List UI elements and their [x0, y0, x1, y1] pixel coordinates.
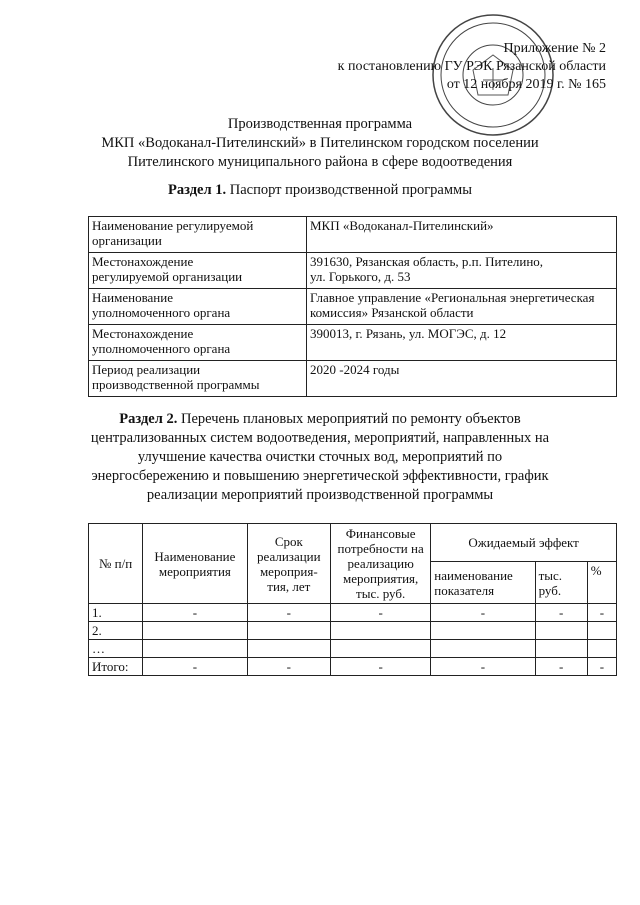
row-cell: -: [331, 658, 431, 676]
appendix-date: от 12 ноября 2019 г. № 165: [446, 77, 606, 92]
section1-heading: [0, 181, 640, 200]
section2-title-line-1: Перечень плановых мероприятий по ремонту объектов: [177, 411, 521, 427]
row-cell: -: [331, 604, 431, 622]
header-measure-name: Наименование мероприятия: [143, 524, 247, 604]
section2-heading: [0, 410, 640, 505]
row-cell: -: [143, 604, 247, 622]
table-row: [89, 640, 617, 658]
passport-value: МКП «Водоканал-Пителинский»: [307, 217, 617, 253]
row-number: Итого:: [89, 658, 143, 676]
row-cell: -: [587, 658, 616, 676]
row-cell: -: [535, 604, 587, 622]
row-number: 2.: [89, 622, 143, 640]
row-cell: -: [431, 604, 535, 622]
row-cell: [247, 640, 330, 658]
passport-label: Наименование регулируемой организации: [89, 217, 307, 253]
header-term: Срок реализации мероприя- тия, лет: [247, 524, 330, 604]
row-cell: [143, 622, 247, 640]
passport-label: Местонахождение регулируемой организации: [89, 253, 307, 289]
header-thousand-rub: тыс. руб.: [535, 562, 587, 604]
table-row: [89, 604, 617, 622]
section1-number: Раздел 1.: [168, 182, 227, 198]
header-expected-effect: Ожидаемый эффект: [431, 524, 617, 562]
passport-label: Период реализации производственной программы: [89, 361, 307, 397]
appendix-number: Приложение № 2: [503, 41, 606, 56]
title-line-1: Производственная программа: [227, 116, 413, 132]
passport-value: Главное управление «Региональная энергетическая комиссия» Рязанской области: [307, 289, 617, 325]
header-indicator: наименование показателя: [431, 562, 535, 604]
appendix-header: [338, 40, 606, 94]
passport-label: Наименование уполномоченного органа: [89, 289, 307, 325]
passport-row: [89, 289, 617, 325]
document-title: [0, 115, 640, 172]
row-cell: [535, 622, 587, 640]
title-line-3: Пителинского муниципального района в сфере водоотведения: [127, 154, 513, 170]
row-cell: [587, 622, 616, 640]
passport-value: 2020 -2024 годы: [307, 361, 617, 397]
row-cell: [331, 622, 431, 640]
header-number: № п/п: [89, 524, 143, 604]
row-number: 1.: [89, 604, 143, 622]
row-cell: -: [535, 658, 587, 676]
row-number: …: [89, 640, 143, 658]
row-cell: -: [431, 658, 535, 676]
passport-label: Местонахождение уполномоченного органа: [89, 325, 307, 361]
measures-table: [88, 523, 617, 676]
passport-table: [88, 216, 617, 397]
passport-row: [89, 217, 617, 253]
appendix-resolution: к постановлению ГУ РЭК Рязанской области: [337, 59, 606, 74]
passport-row: [89, 325, 617, 361]
section2-title-line-2: централизованных систем водоотведения, мероприятий, направленных на: [90, 430, 550, 446]
row-cell: -: [143, 658, 247, 676]
row-cell: -: [587, 604, 616, 622]
row-cell: [431, 622, 535, 640]
section2-title-line-4: энергосбережению и повышению энергетической эффективности, график: [91, 468, 549, 484]
row-cell: [587, 640, 616, 658]
section1-title: Паспорт производственной программы: [226, 182, 472, 198]
row-cell: [143, 640, 247, 658]
header-financing: Финансовые потребности на реализацию мероприятия, тыс. руб.: [331, 524, 431, 604]
section2-number: Раздел 2.: [119, 411, 178, 427]
section2-title-line-5: реализации мероприятий производственной программы: [146, 487, 494, 503]
table-row: [89, 658, 617, 676]
row-cell: [431, 640, 535, 658]
header-percent: %: [587, 562, 616, 604]
table-row: [89, 622, 617, 640]
section2-title-line-3: улучшение качества очистки сточных вод, мероприятий по: [137, 449, 503, 465]
row-cell: -: [247, 658, 330, 676]
row-cell: [247, 622, 330, 640]
title-line-2: МКП «Водоканал-Пителинский» в Пителинском городском поселении: [101, 135, 539, 151]
passport-row: [89, 361, 617, 397]
passport-value: 390013, г. Рязань, ул. МОГЭС, д. 12: [307, 325, 617, 361]
passport-value: 391630, Рязанская область, р.п. Пителино, ул. Горького, д. 53: [307, 253, 617, 289]
row-cell: -: [247, 604, 330, 622]
row-cell: [535, 640, 587, 658]
row-cell: [331, 640, 431, 658]
passport-row: [89, 253, 617, 289]
